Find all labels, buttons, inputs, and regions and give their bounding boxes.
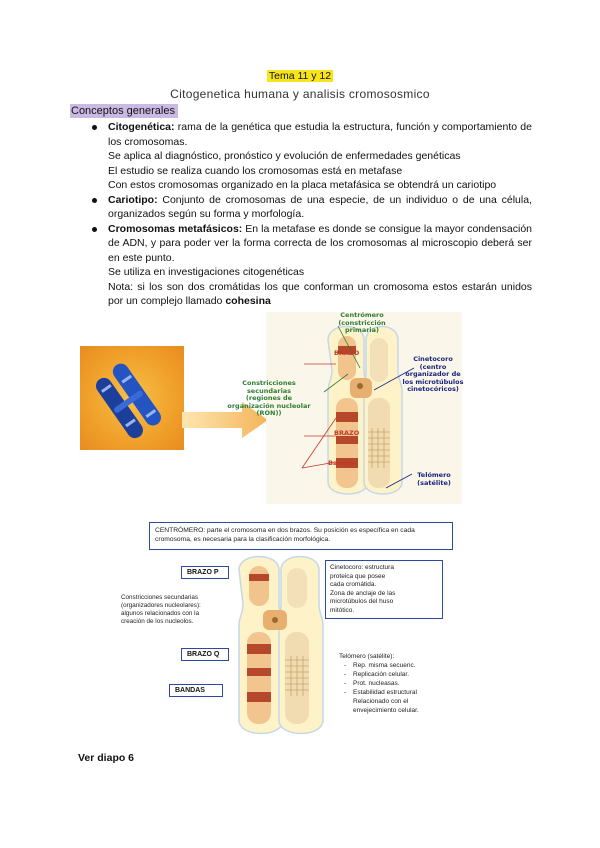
label-constricciones: Constricciones secundarias (regiones de organización nucleolar (RON)) — [227, 379, 311, 417]
bullet-line: Con estos cromosomas organizado en la placa metafásica se obtendrá un cariotipo — [108, 179, 497, 191]
bullet-cromosomas-metafasicos — [92, 222, 532, 309]
bullet-dot — [92, 227, 97, 232]
topic-number: Tema 11 y 12 — [268, 70, 332, 82]
chromosome-figure-2 — [121, 518, 471, 740]
label-brazo-p: BRAZO P — [181, 566, 229, 579]
label-brazo-q: BRAZO Q — [181, 648, 229, 661]
section-heading: Conceptos generales — [70, 104, 178, 118]
bullet-dot — [92, 198, 97, 203]
label-brazo-bottom: BRAZO — [334, 429, 360, 437]
page-title: Citogenetica humana y analisis cromososmico — [170, 87, 430, 101]
chromosome-figure-1 — [76, 312, 462, 504]
bullet-line: Nota: si los son dos cromátidas los que conforman un cromosoma estos estarán unidos por un complejo llamado cohesina — [108, 280, 532, 307]
cinetocoro-box: Cinetocoro: estructura proteica que posee cada cromátida. Zona de anclaje de las microtúbulos del huso mitótico. — [325, 560, 443, 619]
telomero-block: Telómero (satélite): - Rep. misma secuenc. - Replicación celular. - Prot. nucleasas. - Estabilidad estructural Relacionado con el envejecimiento celular. — [339, 652, 469, 715]
label-centromero: Centrómero (constricción primaria) — [338, 311, 386, 334]
label-telomero: Telómero (satélite) — [417, 471, 451, 487]
bullet-line: El estudio se realiza cuando los cromosomas está en metafase — [108, 164, 403, 177]
bullet-line: Se aplica al diagnóstico, pronóstico y evolución de enfermedades genéticas — [108, 150, 461, 162]
bullet-dot — [92, 125, 97, 130]
bullet-list — [92, 120, 532, 309]
bullet-paragraph: Cariotipo: Conjunto de cromosomas de una especie, de un individuo o de una célula, organizados según su forma y morfología. — [108, 193, 532, 220]
bullet-line: Se utiliza en investigaciones citogenéticas — [108, 266, 305, 278]
bullet-paragraph: Citogenética: rama de la genética que estudia la estructura, función y comportamiento de los cromosomas. — [108, 121, 532, 148]
label-bandas: BANDAS — [169, 684, 223, 697]
label-cinetocoro: Cinetocoro (centro organizador de los microtúbulos cinetocóricos) — [402, 355, 464, 393]
karyotype-photo — [80, 346, 184, 450]
centromero-caption: CENTRÓMERO: parte el cromosoma en dos brazos. Su posición es específica en cada cromosoma, es necesaria para la clasificación morfológica. — [149, 522, 453, 550]
label-brazo-top: BRAZO — [334, 349, 360, 357]
bullet-citogenetica — [92, 120, 532, 193]
label-bandas: Bandas — [328, 459, 355, 467]
footer-note: Ver diapo 6 — [78, 752, 135, 764]
constricciones-note: Constricciones secundarias (organizadores nucleolares): algunos relacionados con la creación de los nucleolos. — [121, 594, 201, 625]
bullet-paragraph: Cromosomas metafásicos: En la metafase es donde se consigue la mayor condensación de ADN, y para poder ver la forma correcta de los cromosomas al microscopio deberá ser en este punto. — [108, 222, 532, 264]
bullet-cariotipo — [92, 193, 532, 222]
